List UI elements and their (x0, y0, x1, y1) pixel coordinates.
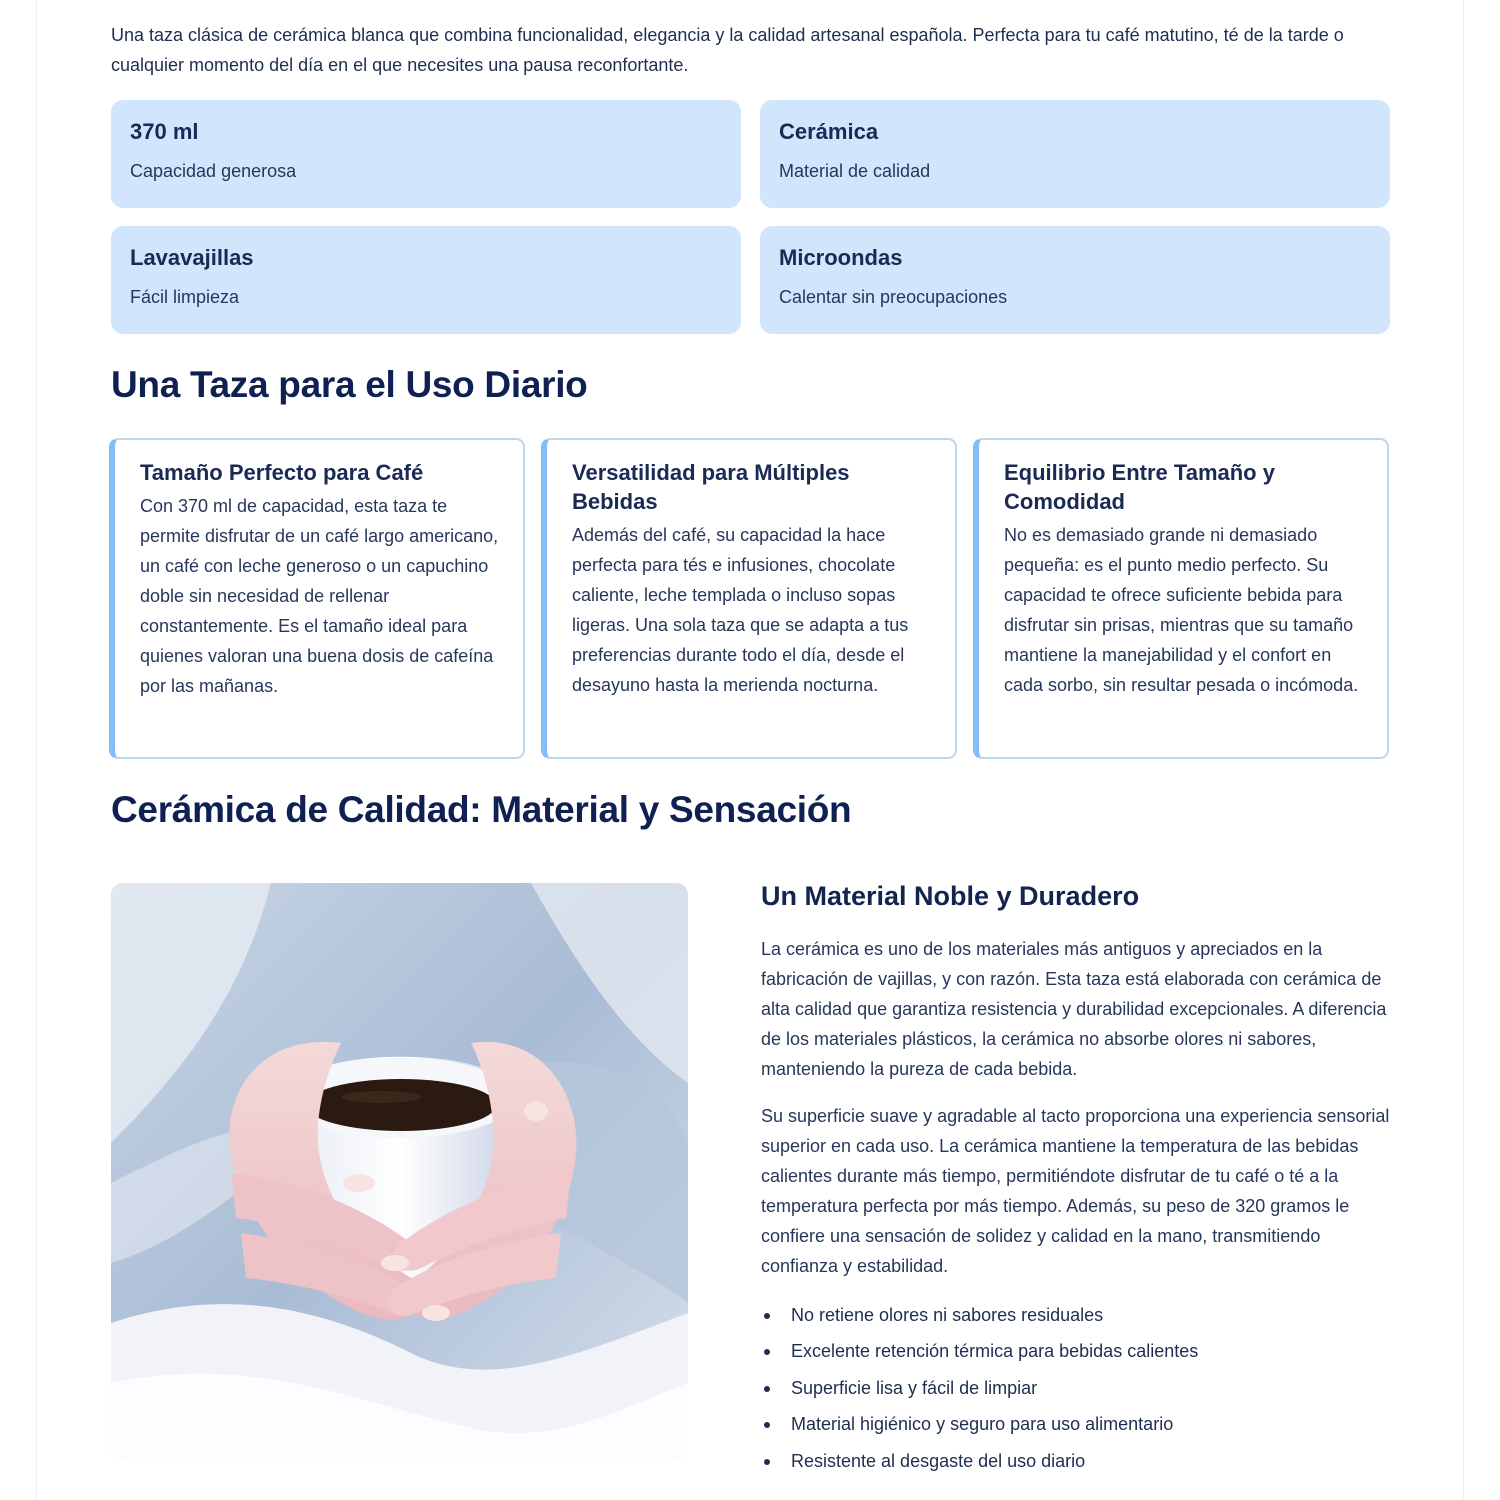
stat-value: Lavavajillas (130, 245, 254, 270)
stat-card-material (760, 100, 1390, 208)
stat-value: 370 ml (130, 119, 199, 144)
list-item: No retiene olores ni sabores residuales (761, 1297, 1401, 1333)
material-paragraph: Su superficie suave y agradable al tacto proporciona una experiencia sensorial superior en cada uso. La cerámica mantiene la temperatura de las bebidas calientes durante más tiempo, permitiéndote disfrutar de tu café o té a la temperatura perfecta por más tiempo. Además, su peso de 320 gramos le confiere una sensación de solidez y calidad en la mano, transmitiendo confianza y estabilidad. (761, 1106, 1390, 1276)
material-subheading: Un Material Noble y Duradero (761, 881, 1140, 911)
stat-card-microwave (760, 226, 1390, 334)
stat-card-capacity (111, 100, 741, 208)
card-text: Con 370 ml de capacidad, esta taza te permite disfrutar de un café largo americano, un café con leche generoso o un capuchino doble sin necesidad de rellenar constantemente. Es el tamaño ideal para quienes valoran una buena dosis de cafeína por las mañanas. (140, 496, 499, 696)
stat-card-dishwasher (111, 226, 741, 334)
material-feature-list (761, 1297, 1401, 1479)
stat-value: Microondas (779, 245, 903, 270)
list-item: Superficie lisa y fácil de limpiar (761, 1370, 1401, 1406)
list-item: Excelente retención térmica para bebidas calientes (761, 1333, 1401, 1369)
product-intro: Una taza clásica de cerámica blanca que combina funcionalidad, elegancia y la calidad artesanal española. Perfecta para tu café matutino, té de la tarde o cualquier momento del día en el que necesites una pausa reconfortante. (111, 25, 1344, 75)
card-title: Equilibrio Entre Tamaño y Comodidad (1004, 460, 1275, 514)
material-paragraph: La cerámica es uno de los materiales más antiguos y apreciados en la fabricación de vajillas, y con razón. Esta taza está elaborada con cerámica de alta calidad que garantiza resistencia y durabilidad excepcionales. A diferencia de los materiales plásticos, la cerámica no absorbe olores ni sabores, manteniendo la pureza de cada bebida. (761, 939, 1387, 1079)
stat-value: Cerámica (779, 119, 879, 144)
list-item: Resistente al desgaste del uso diario (761, 1443, 1401, 1479)
card-title: Versatilidad para Múltiples Bebidas (572, 460, 850, 514)
list-item: Material higiénico y seguro para uso alimentario (761, 1406, 1401, 1442)
feature-card-size (109, 438, 525, 759)
stat-label: Fácil limpieza (130, 287, 240, 307)
card-text: Además del café, su capacidad la hace perfecta para tés e infusiones, chocolate caliente, leche templada o incluso sopas ligeras. Una sola taza que se adapta a tus preferencias durante todo el día, desde el desayuno hasta la merienda nocturna. (572, 525, 909, 695)
ceramic-quality-heading: Cerámica de Calidad: Material y Sensación (111, 789, 852, 830)
card-title: Tamaño Perfecto para Café (140, 460, 424, 485)
hands-holding-coffee-cup-illustration (111, 883, 688, 1459)
daily-use-heading: Una Taza para el Uso Diario (111, 364, 588, 405)
feature-card-versatility (541, 438, 957, 759)
stat-label: Calentar sin preocupaciones (779, 287, 1008, 307)
product-page (36, 0, 1464, 1500)
stat-label: Capacidad generosa (130, 161, 297, 181)
stat-label: Material de calidad (779, 161, 931, 181)
card-text: No es demasiado grande ni demasiado pequeña: es el punto medio perfecto. Su capacidad te ofrece suficiente bebida para disfrutar sin prisas, mientras que su tamaño mantiene la manejabilidad y el confort en cada sorbo, sin resultar pesada o incómoda. (1004, 525, 1359, 695)
feature-card-balance (973, 438, 1389, 759)
